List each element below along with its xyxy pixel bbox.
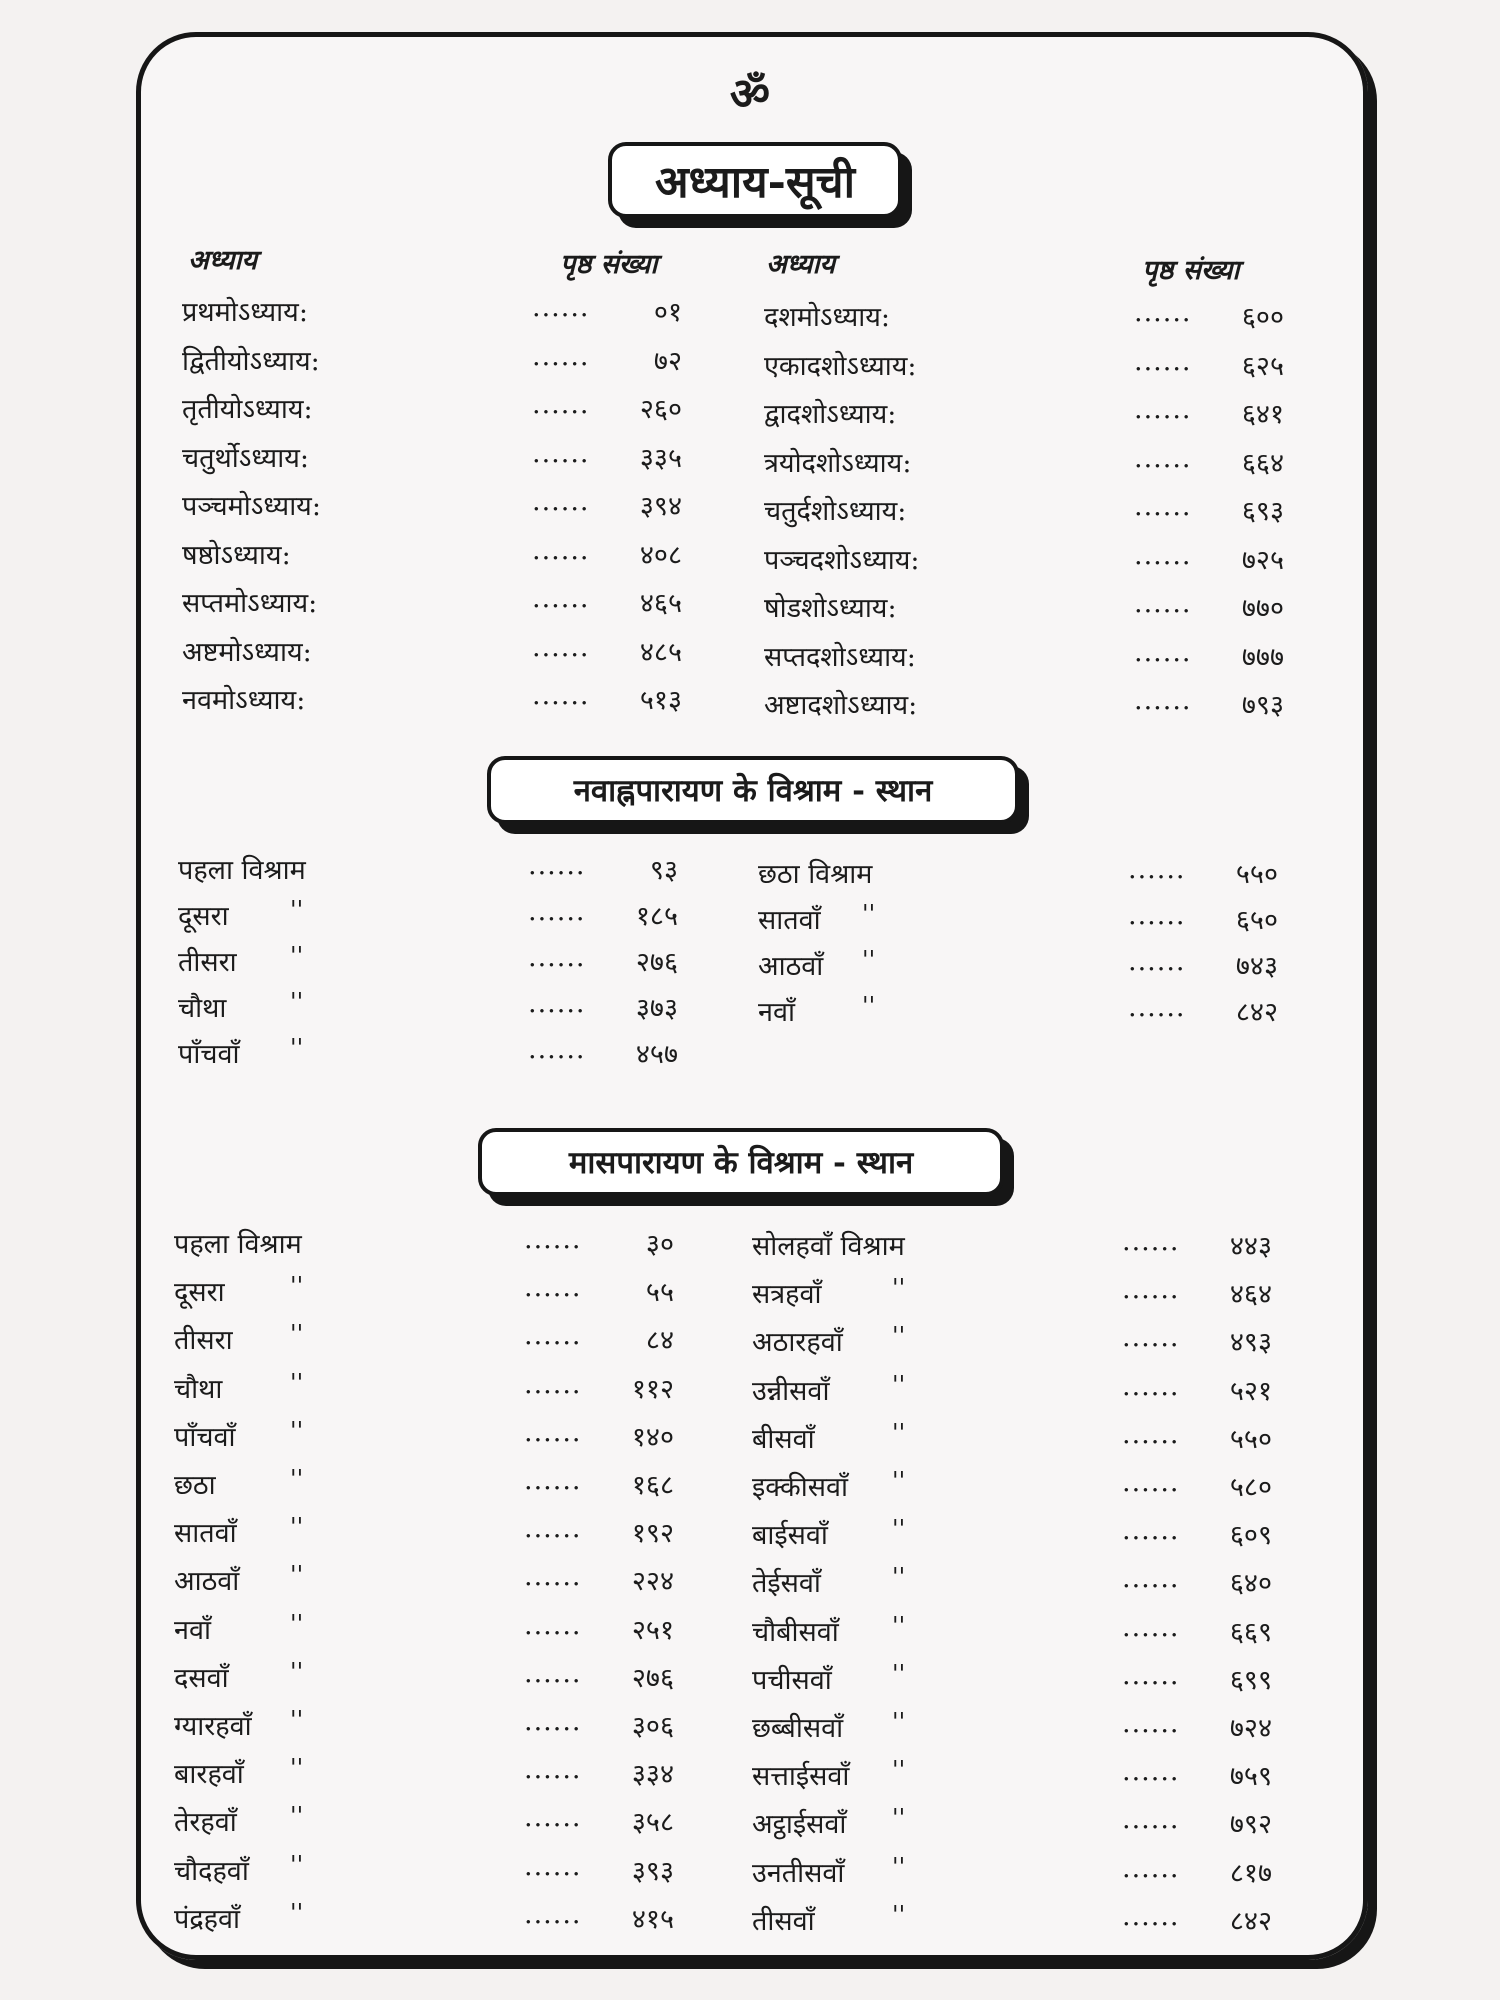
leader-dots: ...... [1122, 1900, 1180, 1932]
entry-label: नवाँ [174, 1614, 211, 1646]
leader-dots: ...... [1134, 345, 1192, 377]
leader-dots: ...... [1122, 1611, 1180, 1643]
leader-dots: ...... [1122, 1659, 1180, 1691]
ditto-mark: '' [290, 1657, 304, 1686]
page-number: ५८० [1229, 1472, 1272, 1503]
page-number: ३७३ [635, 993, 678, 1024]
ditto-mark: '' [892, 1274, 906, 1303]
ditto-mark: '' [892, 1322, 906, 1351]
leader-dots: ...... [1122, 1418, 1180, 1450]
ditto-mark: '' [862, 946, 876, 974]
leader-dots: ...... [532, 340, 590, 372]
entry-label: छब्बीसवाँ [752, 1713, 844, 1744]
leader-dots: ...... [524, 1609, 582, 1641]
maas-section-title [478, 1128, 1004, 1196]
leader-dots: ...... [1134, 442, 1192, 474]
leader-dots: ...... [524, 1368, 582, 1400]
ditto-mark: '' [290, 1034, 304, 1062]
page-number: ६४० [1229, 1568, 1272, 1600]
leader-dots: ...... [532, 534, 590, 566]
entry-label: प्रथमोऽध्याय: [182, 297, 308, 328]
entry-label: सत्ताईसवाँ [752, 1761, 850, 1793]
leader-dots: ...... [524, 1272, 582, 1304]
leader-dots: ...... [1122, 1515, 1180, 1547]
leader-dots: ...... [1134, 636, 1192, 668]
page-number: ७७७ [1241, 641, 1284, 673]
page-number: १६८ [631, 1470, 674, 1501]
entry-label: सप्तमोऽध्याय: [182, 588, 318, 619]
entry-label: चौबीसवाँ [752, 1616, 839, 1648]
entry-label: तीसरा [174, 1325, 233, 1357]
entry-label: सत्रहवाँ [752, 1279, 822, 1311]
entry-label: आठवाँ [174, 1566, 240, 1598]
leader-dots: ...... [1134, 588, 1192, 619]
ditto-mark: '' [290, 1320, 304, 1349]
leader-dots: ...... [1122, 1370, 1180, 1402]
entry-label: षोडशोऽध्याय: [764, 593, 897, 624]
page-number: २२४ [631, 1566, 674, 1598]
entry-label: उनतीसवाँ [752, 1857, 845, 1889]
entry-label: त्रयोदशोऽध्याय: [764, 447, 912, 479]
leader-dots: ...... [1128, 854, 1186, 885]
ditto-mark: '' [892, 1611, 906, 1640]
entry-label: अठारहवाँ [752, 1327, 843, 1359]
entry-label: तीसवाँ [752, 1905, 815, 1937]
leader-dots: ...... [532, 437, 590, 469]
entry-label: दूसरा [178, 901, 229, 932]
header-page-right: पृष्ठ संख्या [1142, 255, 1240, 286]
entry-label: बारहवाँ [174, 1759, 244, 1791]
entry-label: तेईसवाँ [752, 1568, 821, 1600]
ditto-mark: '' [862, 900, 876, 928]
ditto-mark: '' [290, 1272, 304, 1301]
leader-dots: ...... [1122, 1226, 1180, 1257]
maas-section-title-text: मासपारायण के विश्राम - स्थान [568, 1145, 914, 1181]
page-number: ४८५ [639, 636, 682, 668]
entry-label: अट्ठाईसवाँ [752, 1809, 847, 1841]
page-number: ३९३ [631, 1855, 674, 1887]
leader-dots: ...... [524, 1224, 582, 1255]
leader-dots: ...... [524, 1561, 582, 1593]
page-number: ९३ [649, 855, 678, 886]
ditto-mark: '' [892, 1467, 906, 1495]
entry-label: अष्टादशोऽध्याय: [764, 690, 918, 721]
entry-label: उन्नीसवाँ [752, 1375, 830, 1407]
header-chapter-left: अध्याय [188, 245, 258, 276]
contents-title [608, 142, 902, 218]
page-number: ७९३ [1241, 690, 1284, 721]
entry-label: पहला विश्राम [174, 1229, 302, 1260]
navah-section-title-text: नवाह्नपारायण के विश्राम - स्थान [573, 773, 933, 809]
entry-label: चतुर्दशोऽध्याय: [764, 496, 907, 527]
ditto-mark: '' [892, 1659, 906, 1688]
page-number: २७६ [635, 947, 678, 978]
ditto-mark: '' [290, 1802, 304, 1831]
entry-label: तृतीयोऽध्याय: [182, 394, 313, 425]
leader-dots: ...... [1122, 1563, 1180, 1595]
page-number: ३० [645, 1229, 674, 1260]
entry-label: दूसरा [174, 1277, 225, 1309]
ditto-mark: '' [290, 1465, 304, 1493]
ditto-mark: '' [290, 1850, 304, 1879]
leader-dots: ...... [1122, 1852, 1180, 1884]
entry-label: छठा [174, 1470, 216, 1501]
page-number: ६९९ [1229, 1664, 1272, 1696]
page-number: ४५७ [635, 1039, 678, 1070]
leader-dots: ...... [532, 486, 590, 517]
ditto-mark: '' [290, 1609, 304, 1638]
entry-label: दशमोऽध्याय: [764, 302, 891, 333]
leader-dots: ...... [1122, 1708, 1180, 1739]
page-number: ६९३ [1241, 496, 1284, 527]
page-number: २६० [639, 394, 682, 425]
page-number: ७९२ [1229, 1809, 1272, 1841]
page-number: ७२५ [1241, 544, 1284, 576]
page-number: ५५ [645, 1277, 674, 1309]
page-number: ५५० [1229, 1423, 1272, 1455]
header-chapter-right: अध्याय [766, 249, 836, 280]
page-number: ३५८ [631, 1807, 674, 1839]
page-number: ७४३ [1235, 951, 1278, 982]
leader-dots: ...... [1122, 1467, 1180, 1498]
entry-label: पञ्चमोऽध्याय: [182, 491, 321, 522]
page-number: ६०९ [1229, 1520, 1272, 1552]
page-number: १८५ [635, 901, 678, 932]
entry-label: चौथा [178, 993, 227, 1024]
leader-dots: ...... [524, 1850, 582, 1882]
leader-dots: ...... [1134, 685, 1192, 716]
leader-dots: ...... [1134, 297, 1192, 328]
entry-label: इक्कीसवाँ [752, 1472, 848, 1503]
entry-label: सप्तदशोऽध्याय: [764, 641, 916, 673]
leader-dots: ...... [1134, 539, 1192, 571]
entry-label: तेरहवाँ [174, 1807, 237, 1839]
ditto-mark: '' [892, 1418, 906, 1447]
leader-dots: ...... [1128, 946, 1186, 977]
ditto-mark: '' [290, 1898, 304, 1927]
entry-label: नवाँ [758, 997, 795, 1028]
page-number: ८४२ [1229, 1905, 1272, 1937]
entry-label: पाँचवाँ [174, 1421, 236, 1453]
entry-label: पहला विश्राम [178, 855, 306, 886]
ditto-mark: '' [862, 992, 876, 1020]
contents-title-text: अध्याय-सूची [655, 157, 855, 208]
ditto-mark: '' [290, 1513, 304, 1542]
page-number: १९२ [631, 1518, 674, 1550]
entry-label: अष्टमोऽध्याय: [182, 636, 312, 668]
ditto-mark: '' [892, 1370, 906, 1399]
entry-label: चौदहवाँ [174, 1855, 249, 1887]
leader-dots: ...... [524, 1706, 582, 1737]
entry-label: पंद्रहवाँ [174, 1903, 241, 1935]
leader-dots: ...... [1128, 992, 1186, 1023]
leader-dots: ...... [524, 1657, 582, 1689]
ditto-mark: '' [892, 1804, 906, 1833]
page-number: ७२४ [1229, 1713, 1272, 1744]
page-number: ५५० [1235, 859, 1278, 890]
navah-section-title [487, 756, 1019, 824]
leader-dots: ...... [528, 942, 586, 973]
page-number: ४६४ [1229, 1279, 1272, 1311]
leader-dots: ...... [532, 680, 590, 711]
ditto-mark: '' [892, 1852, 906, 1881]
leader-dots: ...... [528, 850, 586, 881]
page-number: ०१ [653, 297, 682, 328]
page-number: ६०० [1241, 302, 1284, 333]
ditto-mark: '' [290, 988, 304, 1016]
page-number: ६२५ [1241, 350, 1284, 382]
page-number: ३३४ [631, 1759, 674, 1791]
page-number: ५२१ [1229, 1375, 1272, 1407]
entry-label: षष्ठोऽध्याय: [182, 539, 291, 571]
entry-label: तीसरा [178, 947, 237, 978]
entry-label: पञ्चदशोऽध्याय: [764, 544, 920, 576]
leader-dots: ...... [1134, 491, 1192, 522]
page-number: ४४३ [1229, 1231, 1272, 1262]
entry-label: चतुर्थोऽध्याय: [182, 442, 309, 474]
page-number: ७७० [1241, 593, 1284, 624]
entry-label: छठा विश्राम [758, 859, 873, 890]
page-number: ८४२ [1235, 997, 1278, 1028]
leader-dots: ...... [532, 583, 590, 614]
ditto-mark: '' [892, 1900, 906, 1929]
leader-dots: ...... [1128, 900, 1186, 931]
leader-dots: ...... [532, 631, 590, 663]
leader-dots: ...... [524, 1465, 582, 1496]
page-number: ३३५ [639, 442, 682, 474]
leader-dots: ...... [1122, 1756, 1180, 1788]
entry-label: बाईसवाँ [752, 1520, 828, 1552]
entry-label: एकादशोऽध्याय: [764, 350, 917, 382]
page-number: २५१ [631, 1614, 674, 1646]
ditto-mark: '' [892, 1563, 906, 1592]
entry-label: नवमोऽध्याय: [182, 685, 306, 716]
entry-label: आठवाँ [758, 951, 824, 982]
leader-dots: ...... [524, 1802, 582, 1834]
ditto-mark: '' [892, 1756, 906, 1785]
page-number: ७५९ [1229, 1761, 1272, 1793]
leader-dots: ...... [532, 389, 590, 420]
ditto-mark: '' [290, 942, 304, 970]
ditto-mark: '' [290, 1368, 304, 1397]
leader-dots: ...... [524, 1513, 582, 1545]
ditto-mark: '' [290, 1754, 304, 1783]
leader-dots: ...... [532, 292, 590, 323]
ditto-mark: '' [892, 1515, 906, 1544]
page-number: ४९३ [1229, 1327, 1272, 1359]
entry-label: ग्यारहवाँ [174, 1711, 252, 1742]
page-number: ८४ [645, 1325, 674, 1357]
leader-dots: ...... [1122, 1804, 1180, 1836]
page-number: २७६ [631, 1662, 674, 1694]
leader-dots: ...... [528, 1034, 586, 1065]
page-number: ४०८ [639, 539, 682, 571]
page-number: ६४१ [1241, 399, 1284, 430]
page-number: ५१३ [639, 685, 682, 716]
page-number: ४६५ [639, 588, 682, 619]
page-number: ४१५ [631, 1903, 674, 1935]
ditto-mark: '' [290, 1706, 304, 1734]
leader-dots: ...... [524, 1754, 582, 1786]
leader-dots: ...... [1134, 394, 1192, 425]
entry-label: सातवाँ [758, 905, 821, 936]
leader-dots: ...... [524, 1416, 582, 1448]
page-number: ६६४ [1241, 447, 1284, 479]
leader-dots: ...... [1122, 1274, 1180, 1306]
leader-dots: ...... [528, 988, 586, 1019]
page-number: १४० [631, 1421, 674, 1453]
leader-dots: ...... [524, 1320, 582, 1352]
leader-dots: ...... [1122, 1322, 1180, 1354]
ditto-mark: '' [290, 1561, 304, 1590]
page-number: ६६९ [1229, 1616, 1272, 1648]
entry-label: द्वितीयोऽध्याय: [182, 345, 320, 377]
entry-label: बीसवाँ [752, 1423, 815, 1455]
page-number: ३०६ [631, 1711, 674, 1742]
om-symbol: ॐ [729, 69, 771, 120]
header-page-left: पृष्ठ संख्या [560, 249, 658, 280]
entry-label: सोलहवाँ विश्राम [752, 1231, 905, 1262]
ditto-mark: '' [290, 896, 304, 924]
page-number: ११२ [631, 1373, 674, 1405]
page-number: ६५० [1235, 905, 1278, 936]
page-number: ७२ [653, 345, 682, 377]
entry-label: द्वादशोऽध्याय: [764, 399, 897, 430]
entry-label: सातवाँ [174, 1518, 237, 1550]
entry-label: पाँचवाँ [178, 1039, 240, 1070]
entry-label: चौथा [174, 1373, 223, 1405]
ditto-mark: '' [290, 1416, 304, 1445]
entry-label: पचीसवाँ [752, 1664, 832, 1696]
leader-dots: ...... [528, 896, 586, 927]
entry-label: दसवाँ [174, 1662, 229, 1694]
ditto-mark: '' [892, 1708, 906, 1736]
page-number: ८१७ [1229, 1857, 1272, 1889]
page-number: ३९४ [639, 491, 682, 522]
leader-dots: ...... [524, 1898, 582, 1930]
